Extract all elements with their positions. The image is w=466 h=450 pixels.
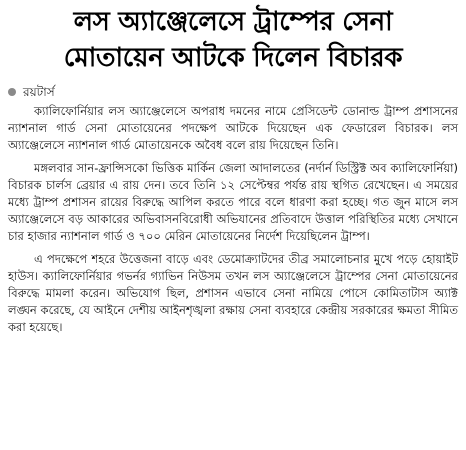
headline-line-1: লস অ্যাঞ্জেলেসে ট্রাম্পের সেনা [73, 7, 393, 37]
paragraph-1: ক্যালিফোর্নিয়ার লস অ্যাঞ্জেলেসে অপরাধ দমনের নামে প্রেসিডেন্ট ডোনাল্ড ট্রাম্প প্রশাসনের ন্যাশনাল গার্ড সেনা মোতায়েনের পদক্ষেপ আটকে দিয়েছেন এক ফেডারেল বিচারক। লস অ্যাঞ্জেলেসে ন্যাশনাল গার্ড মোতায়েনকে অবৈধ বলে রায় দিয়েছেন তিনি। [8, 104, 458, 152]
paragraph-3: এ পদক্ষেপে শহরে উত্তেজনা বাড়ে এবং ডেমোক্র্যাটদের তীব্র সমালোচনার মুখে পড়ে হোয়াইট হাউস। ক্যালিফোর্নিয়ার গভর্নর গ্যাভিন নিউসম তখন লস অ্যাঞ্জেলেসে ট্রাম্পের সেনা মোতায়েনের বিরুদ্ধে মামলা করেন। অভিযোগ ছিল, প্রশাসন এভাবে সেনা নামিয়ে পোসে কোমিতাটাস অ্যাক্ট লঙ্ঘন করেছে, যে আইনে দেশীয় আইনশৃঙ্খলা রক্ষায় সেনা ব্যবহারে কেন্দ্রীয় সরকারের ক্ষমতা সীমিত করা হয়েছে। [8, 252, 458, 334]
paragraph-2: মঙ্গলবার সান-ফ্রান্সিসকো ভিত্তিক মার্কিন জেলা আদালতের (নর্দার্ন ডিস্ট্রিক্ট অব ক্যালিফোর্নিয়া) বিচারক চার্লস ব্রেয়ার এ রায় দেন। তবে তিনি ১২ সেপ্টেম্বর পর্যন্ত রায় স্থগিত রেখেছেন। এ সময়ের মধ্যে ট্রাম্প প্রশাসন রায়ের বিরুদ্ধে আপিল করতে পারে বলে ধারণা করা হচ্ছে। গত জুন মাসে লস অ্যাঞ্জেলেসে বড় আকারের অভিবাসনবিরোধী অভিযানের প্রতিবাদে উত্তাল পরিস্থিতির মধ্যে সেখানে চার হাজার ন্যাশনাল গার্ড ও ৭০০ মেরিন মোতায়েনের নির্দেশ দিয়েছিলেন ট্রাম্প। [8, 161, 458, 243]
article-body [8, 103, 458, 336]
headline [8, 4, 458, 76]
byline [8, 84, 458, 100]
source-label: রয়টার্স [23, 85, 55, 99]
bullet-icon [8, 88, 16, 96]
headline-line-2: মোতায়েন আটকে দিলেন বিচারক [63, 43, 403, 73]
